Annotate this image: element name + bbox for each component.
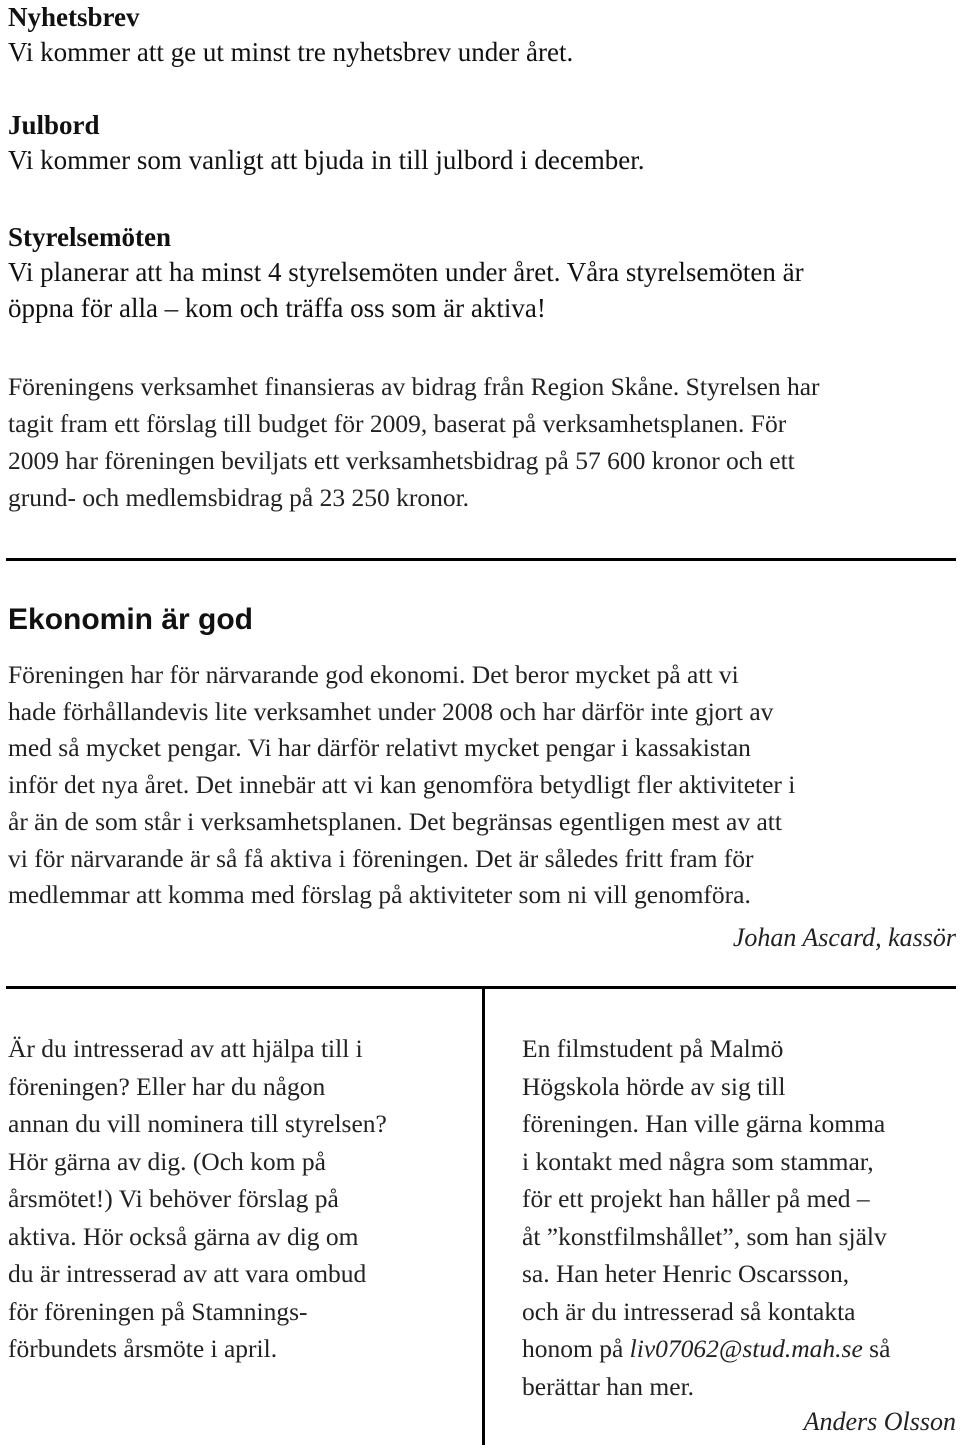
column-line: för ett projekt han håller på med – (522, 1184, 870, 1213)
section-text: Vi kommer att ge ut minst tre nyhetsbrev under året. (8, 37, 574, 67)
divider-rule (6, 986, 956, 989)
section-text: Vi kommer som vanligt att bjuda in till julbord i december. (8, 145, 645, 175)
section-newsletters (8, 0, 956, 70)
column-line: föreningen. Han ville gärna komma (522, 1109, 886, 1138)
column-line-contact (522, 1330, 958, 1368)
paragraph-line: hade förhållandevis lite verksamhet under 2008 och har därför inte gjort av (8, 696, 774, 726)
column-line: åt ”konstfilmshållet”, som han själv (522, 1221, 887, 1251)
signature-anders: Anders Olsson (803, 1407, 956, 1436)
paragraph-line: medlemmar att komma med förslag på aktiviteter som ni vill genomföra. (8, 880, 751, 910)
section-heading: Styrelsemöten (8, 222, 171, 252)
column-line: och är du intresserad så kontakta (522, 1296, 856, 1326)
funding-paragraph (8, 368, 956, 516)
column-line: berättar han mer. (522, 1371, 695, 1401)
column-line: annan du vill nominera till styrelsen? (8, 1109, 387, 1138)
paragraph-line: år än de som står i verksamhetsplanen. Det begränsas egentligen mest av att (8, 806, 782, 836)
economy-paragraph (8, 657, 956, 914)
paragraph-line: vi för närvarande är så få aktiva i föreningen. Det är således fritt fram för (8, 843, 754, 873)
section-christmas-dinner (8, 108, 956, 178)
column-line: Hör gärna av dig. (Och kom på (8, 1146, 326, 1176)
column-line: i kontakt med några som stammar, (522, 1146, 874, 1176)
column-line: du är intresserad av att vara ombud (8, 1259, 367, 1288)
column-line: årsmötet!) Vi behöver förslag på (8, 1184, 339, 1213)
column-line: Är du intresserad av att hjälpa till i (8, 1034, 363, 1063)
column-line: föreningen? Eller har du någon (8, 1071, 326, 1101)
divider-rule (6, 558, 956, 561)
column-line: aktiva. Hör också gärna av dig om (8, 1221, 359, 1251)
paragraph-line: grund- och medlemsbidrag på 23 250 kronor. (8, 483, 470, 512)
paragraph-line: tagit fram ett förslag till budget för 2009, baserat på verksamhetsplanen. För (8, 409, 787, 438)
contact-prefix: honom på (522, 1334, 630, 1363)
section-heading: Nyhetsbrev (8, 2, 140, 32)
signature-treasurer: Johan Ascard, kassör (732, 923, 956, 952)
paragraph-line: Föreningen har för närvarande god ekonomi. Det beror mycket på att vi (8, 660, 739, 689)
right-column (522, 1030, 958, 1405)
section-text: Vi planerar att ha minst 4 styrelsemöten under året. Våra styrelsemöten är (8, 257, 804, 287)
column-line: för föreningen på Stamnings- (8, 1296, 308, 1326)
contact-suffix: så (862, 1334, 891, 1363)
left-column (8, 1030, 474, 1368)
paragraph-line: 2009 har föreningen beviljats ett verksamhetsbidrag på 57 600 kronor och ett (8, 446, 795, 475)
section-text: öppna för alla – kom och träffa oss som är aktiva! (8, 293, 546, 323)
column-line: Högskola hörde av sig till (522, 1071, 786, 1101)
section-heading: Julbord (8, 110, 100, 140)
column-line: sa. Han heter Henric Oscarsson, (522, 1259, 850, 1288)
email-link[interactable]: liv07062@stud.mah.se (629, 1334, 863, 1363)
section-board-meetings (8, 220, 956, 326)
paragraph-line: med så mycket pengar. Vi har därför relativt mycket pengar i kassakistan (8, 733, 751, 763)
paragraph-line: Föreningens verksamhet finansieras av bidrag från Region Skåne. Styrelsen har (8, 372, 820, 401)
paragraph-line: inför det nya året. Det innebär att vi kan genomföra betydligt fler aktiviteter i (8, 770, 796, 800)
economy-title: Ekonomin är god (8, 603, 254, 636)
column-line: En filmstudent på Malmö (522, 1034, 784, 1063)
column-divider (482, 988, 485, 1445)
column-line: förbundets årsmöte i april. (8, 1334, 278, 1363)
